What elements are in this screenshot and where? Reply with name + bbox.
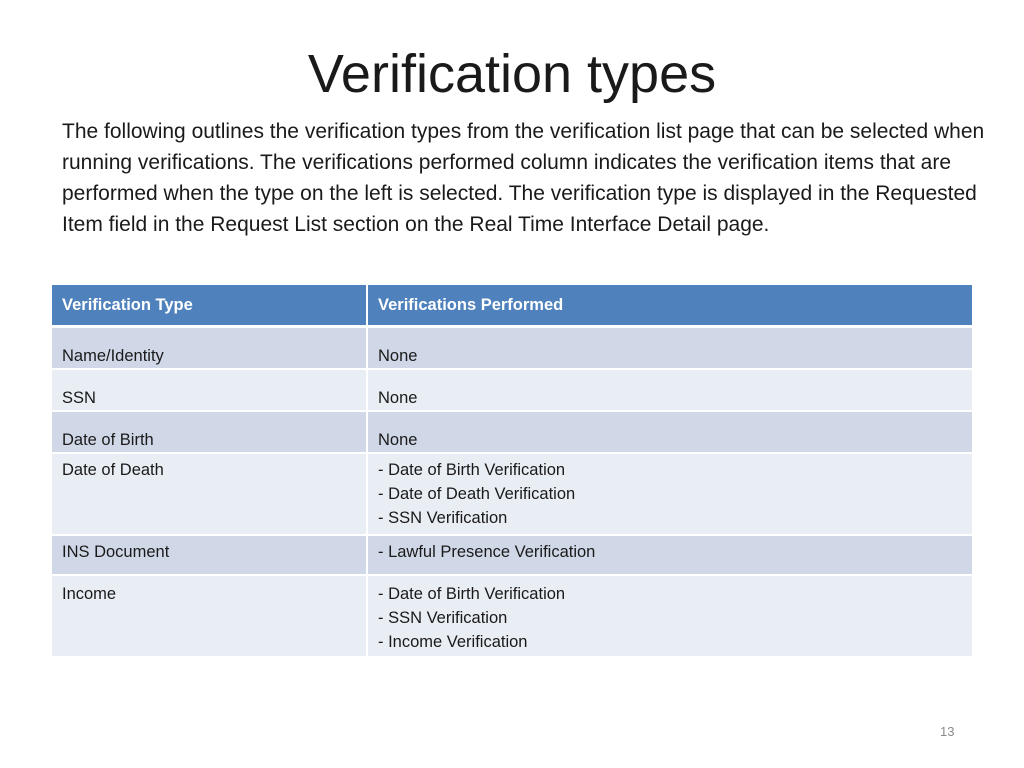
type-label: INS Document: [62, 543, 170, 561]
performed-line: None: [378, 431, 418, 449]
header-verification-type: Verification Type: [52, 285, 367, 327]
performed-line: - Date of Death Verification: [378, 485, 576, 503]
header-verifications-performed: Verifications Performed: [367, 285, 972, 327]
type-label: SSN: [62, 389, 96, 407]
cell-performed: [367, 453, 972, 535]
cell-performed: [367, 411, 972, 453]
page-number: 13: [940, 724, 955, 739]
cell-type: [52, 411, 367, 453]
performed-line: - Lawful Presence Verification: [378, 543, 596, 561]
type-label: Name/Identity: [62, 347, 164, 365]
table-row: [52, 327, 972, 370]
performed-line: - Date of Birth Verification: [378, 461, 566, 479]
cell-type: [52, 453, 367, 535]
cell-type: [52, 535, 367, 575]
table-row: [52, 411, 972, 453]
performed-line: None: [378, 347, 418, 365]
table-row: [52, 369, 972, 411]
table-row: [52, 453, 972, 535]
performed-line: - Income Verification: [378, 633, 528, 651]
cell-performed: [367, 327, 972, 370]
performed-line: - SSN Verification: [378, 509, 508, 527]
table-row: [52, 575, 972, 657]
performed-line: - Date of Birth Verification: [378, 585, 566, 603]
cell-performed: [367, 369, 972, 411]
cell-type: [52, 327, 367, 370]
cell-type: [52, 369, 367, 411]
performed-line: None: [378, 389, 418, 407]
intro-paragraph: The following outlines the verification types from the verification list page that can be selected when running verifications. The verifications performed column indicates the verification items that are performed when the type on the left is selected. The verification type is displayed in the Requested Item field in the Request List section on the Real Time Interface Detail page.: [62, 120, 985, 236]
performed-line: - SSN Verification: [378, 609, 508, 627]
cell-type: [52, 575, 367, 657]
cell-performed: [367, 575, 972, 657]
cell-performed: [367, 535, 972, 575]
table-row: [52, 535, 972, 575]
table-header-row: [52, 285, 972, 327]
verification-types-table: [52, 285, 972, 658]
slide-title: Verification types: [307, 44, 717, 104]
type-label: Date of Birth: [62, 431, 154, 449]
type-label: Date of Death: [62, 461, 164, 479]
type-label: Income: [62, 585, 117, 603]
